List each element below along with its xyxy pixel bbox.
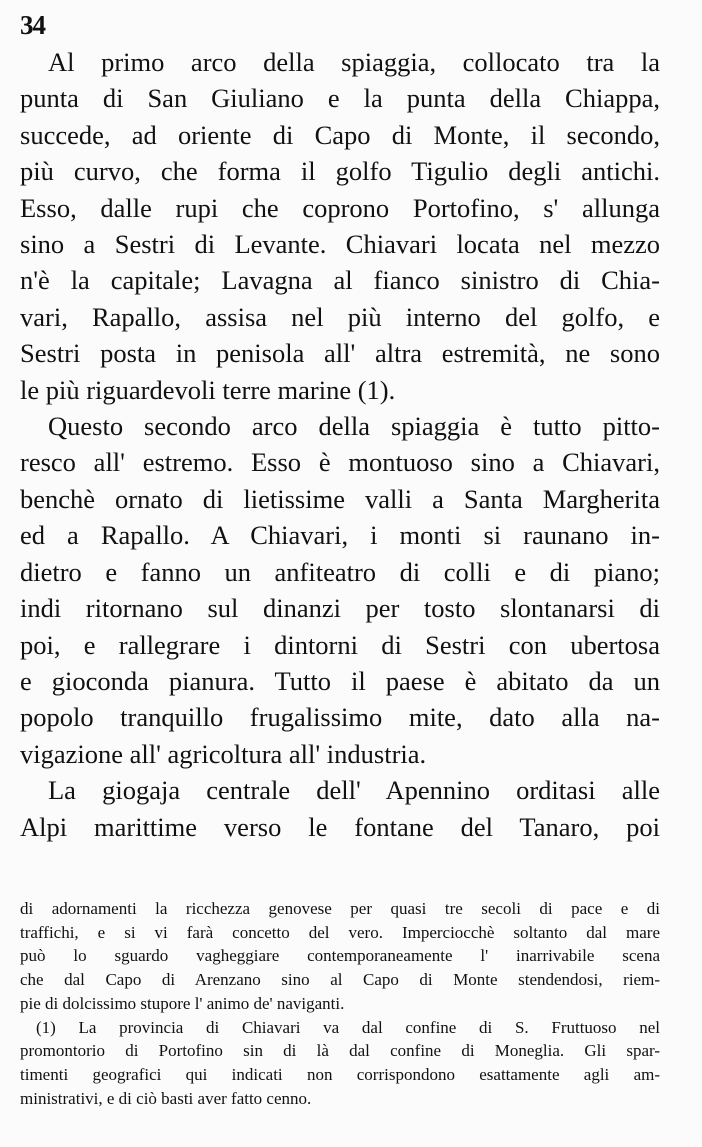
text-line: n'è la capitale; Lavagna al fianco sinistro di Chia-	[20, 265, 660, 296]
text-line: Sestri posta in penisola all' altra estremità, ne sono	[20, 338, 660, 369]
note-line: che dal Capo di Arenzano sino al Capo di Monte stendendosi, riem-	[20, 970, 660, 990]
text-line: vari, Rapallo, assisa nel più interno del golfo, e	[20, 301, 660, 332]
note-line: promontorio di Portofino sin di là dal confine di Moneglia. Gli spar-	[20, 1041, 660, 1061]
paragraph-1	[20, 44, 660, 408]
paragraph-2	[20, 408, 660, 772]
note-line: pie di dolcissimo stupore l' animo de' naviganti.	[20, 993, 345, 1013]
text-line: benchè ornato di lietissime valli a Santa Margherita	[20, 483, 660, 514]
note-continuation	[20, 897, 660, 1016]
footnote-1	[20, 1016, 660, 1111]
text-line: succede, ad oriente di Capo di Monte, il secondo,	[20, 119, 660, 150]
text-line: Esso, dalle rupi che coprono Portofino, s' allunga	[20, 192, 660, 223]
text-line: poi, e rallegrare i dintorni di Sestri con ubertosa	[20, 629, 660, 660]
note-line: può lo sguardo vagheggiare contemporaneamente l' inarrivabile scena	[20, 946, 660, 966]
text-line: più curvo, che forma il golfo Tigulio degli antichi.	[20, 156, 660, 187]
text-line: resco all' estremo. Esso è montuoso sino a Chiavari,	[20, 447, 660, 478]
text-line: popolo tranquillo frugalissimo mite, dato alla na-	[20, 702, 660, 733]
text-line: e gioconda pianura. Tutto il paese è abitato da un	[20, 665, 660, 696]
page-number: 34	[20, 10, 45, 40]
text-line: Questo secondo arco della spiaggia è tutto pitto-	[48, 411, 660, 442]
note-line: di adornamenti la ricchezza genovese per quasi tre secoli di pace e di	[20, 899, 660, 918]
main-text	[20, 44, 660, 845]
note-line: timenti geografici qui indicati non corrispondono esattamente agli am-	[20, 1064, 660, 1084]
paragraph-3	[20, 772, 660, 845]
note-line: ministrativi, e di ciò basti aver fatto cenno.	[20, 1088, 312, 1108]
text-line: dietro e fanno un anfiteatro di colli e di piano;	[20, 556, 660, 587]
text-line: Al primo arco della spiaggia, collocato tra la	[48, 47, 660, 77]
text-line: sino a Sestri di Levante. Chiavari locata nel mezzo	[20, 229, 660, 260]
text-line: La giogaja centrale dell' Apennino orditasi alle	[48, 775, 660, 806]
note-line: traffichi, e si vi farà concetto del vero. Imperciocchè soltanto dal mare	[20, 922, 660, 942]
notes-section	[20, 897, 660, 1110]
note-line: (1) La provincia di Chiavari va dal confine di S. Fruttuoso nel	[36, 1017, 660, 1037]
text-line: ed a Rapallo. A Chiavari, i monti si raunano in-	[20, 520, 660, 551]
text-line: le più riguardevoli terre marine (1).	[20, 374, 396, 405]
text-line: punta di San Giuliano e la punta della Chiappa,	[20, 83, 660, 114]
text-line: vigazione all' agricoltura all' industria.	[20, 738, 427, 769]
text-line: indi ritornano sul dinanzi per tosto slontanarsi di	[20, 593, 660, 624]
text-line: Alpi marittime verso le fontane del Tanaro, poi	[20, 811, 660, 842]
